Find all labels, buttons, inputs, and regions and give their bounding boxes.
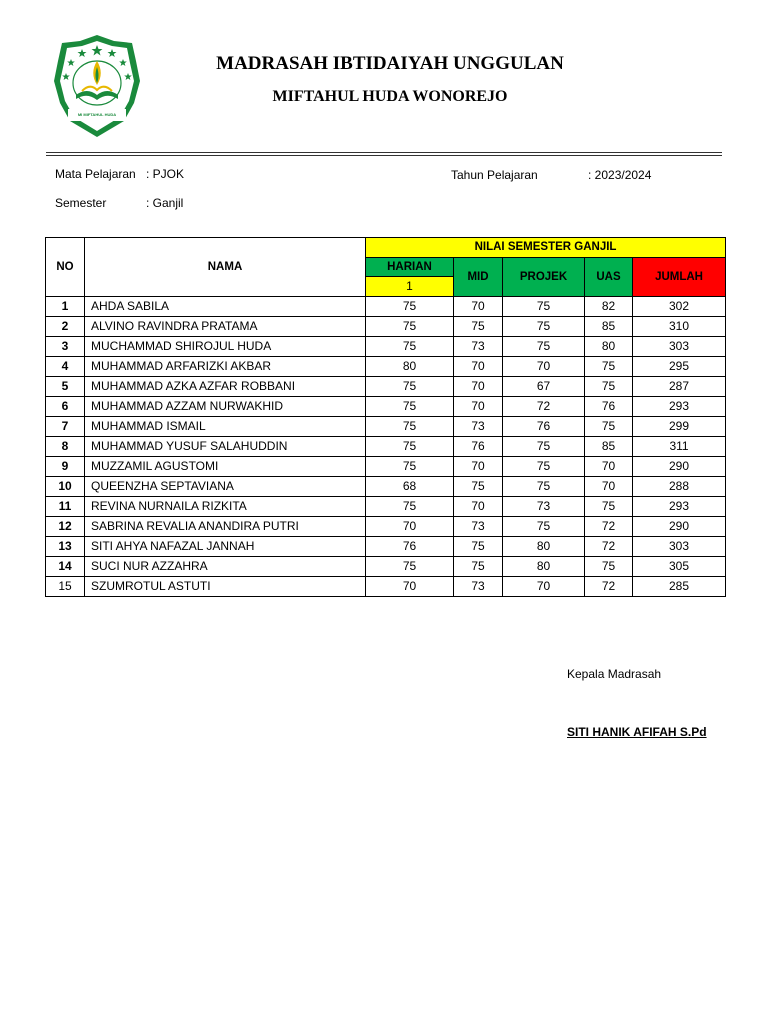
row-nama: SZUMROTUL ASTUTI	[85, 577, 366, 597]
row-uas: 76	[585, 397, 633, 417]
row-uas: 70	[585, 477, 633, 497]
subject-label: Mata Pelajaran	[55, 167, 136, 181]
school-logo	[52, 33, 142, 139]
row-mid: 73	[454, 337, 503, 357]
row-no: 15	[46, 577, 85, 597]
header-harian-sub: 1	[366, 277, 454, 297]
row-projek: 75	[503, 317, 585, 337]
header-no: NO	[46, 238, 85, 297]
header-divider-double	[46, 155, 722, 156]
semester-label: Semester	[55, 196, 107, 210]
header-nama: NAMA	[85, 238, 366, 297]
row-jumlah: 288	[633, 477, 726, 497]
row-mid: 70	[454, 457, 503, 477]
signature-title: Kepala Madrasah	[567, 667, 662, 681]
row-nama: MUZZAMIL AGUSTOMI	[85, 457, 366, 477]
row-nama: SUCI NUR AZZAHRA	[85, 557, 366, 577]
row-nama: AHDA SABILA	[85, 297, 366, 317]
row-mid: 73	[454, 417, 503, 437]
row-jumlah: 293	[633, 397, 726, 417]
header-nilai-semester: NILAI SEMESTER GANJIL	[366, 238, 726, 258]
row-no: 14	[46, 557, 85, 577]
row-projek: 75	[503, 437, 585, 457]
row-no: 12	[46, 517, 85, 537]
row-harian: 70	[366, 517, 454, 537]
row-harian: 75	[366, 297, 454, 317]
row-jumlah: 303	[633, 537, 726, 557]
row-no: 7	[46, 417, 85, 437]
table-row	[46, 457, 726, 477]
row-no: 6	[46, 397, 85, 417]
header-jumlah: JUMLAH	[633, 258, 726, 297]
row-jumlah: 305	[633, 557, 726, 577]
row-uas: 80	[585, 337, 633, 357]
row-nama: MUCHAMMAD SHIROJUL HUDA	[85, 337, 366, 357]
table-row	[46, 337, 726, 357]
row-projek: 80	[503, 537, 585, 557]
row-projek: 76	[503, 417, 585, 437]
row-no: 10	[46, 477, 85, 497]
table-row	[46, 357, 726, 377]
row-projek: 70	[503, 577, 585, 597]
school-name-line1: MADRASAH IBTIDAIYAH UNGGULAN	[216, 53, 564, 74]
row-uas: 75	[585, 417, 633, 437]
table-row	[46, 477, 726, 497]
row-harian: 68	[366, 477, 454, 497]
row-no: 9	[46, 457, 85, 477]
row-jumlah: 299	[633, 417, 726, 437]
row-projek: 75	[503, 457, 585, 477]
row-projek: 70	[503, 357, 585, 377]
row-nama: MUHAMMAD ARFARIZKI AKBAR	[85, 357, 366, 377]
table-row	[46, 437, 726, 457]
row-no: 1	[46, 297, 85, 317]
row-mid: 75	[454, 477, 503, 497]
row-jumlah: 287	[633, 377, 726, 397]
row-uas: 70	[585, 457, 633, 477]
table-row	[46, 577, 726, 597]
row-harian: 75	[366, 317, 454, 337]
row-projek: 75	[503, 297, 585, 317]
grades-table	[45, 237, 726, 597]
row-projek: 72	[503, 397, 585, 417]
table-row	[46, 557, 726, 577]
row-harian: 76	[366, 537, 454, 557]
row-mid: 70	[454, 357, 503, 377]
row-jumlah: 303	[633, 337, 726, 357]
header-harian: HARIAN	[366, 258, 454, 277]
header-divider	[46, 152, 722, 153]
header-uas: UAS	[585, 258, 633, 297]
row-mid: 75	[454, 317, 503, 337]
row-mid: 75	[454, 537, 503, 557]
row-uas: 75	[585, 497, 633, 517]
row-mid: 70	[454, 297, 503, 317]
row-jumlah: 285	[633, 577, 726, 597]
row-uas: 75	[585, 377, 633, 397]
row-jumlah: 311	[633, 437, 726, 457]
logo-text: MI MIFTAHUL HUDA	[77, 112, 117, 117]
row-nama: REVINA NURNAILA RIZKITA	[85, 497, 366, 517]
table-row	[46, 297, 726, 317]
table-row	[46, 317, 726, 337]
row-uas: 75	[585, 357, 633, 377]
row-uas: 75	[585, 557, 633, 577]
row-nama: ALVINO RAVINDRA PRATAMA	[85, 317, 366, 337]
header-mid: MID	[454, 258, 503, 297]
row-uas: 72	[585, 517, 633, 537]
row-harian: 75	[366, 557, 454, 577]
row-no: 8	[46, 437, 85, 457]
row-projek: 75	[503, 477, 585, 497]
row-nama: MUHAMMAD AZZAM NURWAKHID	[85, 397, 366, 417]
row-mid: 70	[454, 377, 503, 397]
row-harian: 75	[366, 457, 454, 477]
row-mid: 73	[454, 517, 503, 537]
row-no: 11	[46, 497, 85, 517]
row-projek: 67	[503, 377, 585, 397]
row-uas: 72	[585, 537, 633, 557]
row-uas: 72	[585, 577, 633, 597]
row-nama: MUHAMMAD YUSUF SALAHUDDIN	[85, 437, 366, 457]
table-row	[46, 377, 726, 397]
row-mid: 76	[454, 437, 503, 457]
row-harian: 75	[366, 397, 454, 417]
row-jumlah: 290	[633, 517, 726, 537]
row-nama: SABRINA REVALIA ANANDIRA PUTRI	[85, 517, 366, 537]
row-jumlah: 302	[633, 297, 726, 317]
year-value: : 2023/2024	[588, 168, 652, 182]
table-row	[46, 397, 726, 417]
row-uas: 82	[585, 297, 633, 317]
table-row	[46, 417, 726, 437]
row-nama: MUHAMMAD AZKA AZFAR ROBBANI	[85, 377, 366, 397]
school-name-line2: MIFTAHUL HUDA WONOREJO	[272, 88, 508, 105]
row-mid: 75	[454, 557, 503, 577]
table-row	[46, 497, 726, 517]
row-harian: 75	[366, 497, 454, 517]
row-harian: 75	[366, 417, 454, 437]
row-harian: 75	[366, 337, 454, 357]
row-harian: 80	[366, 357, 454, 377]
row-projek: 73	[503, 497, 585, 517]
row-no: 4	[46, 357, 85, 377]
row-harian: 70	[366, 577, 454, 597]
row-no: 5	[46, 377, 85, 397]
row-harian: 75	[366, 377, 454, 397]
row-nama: SITI AHYA NAFAZAL JANNAH	[85, 537, 366, 557]
row-nama: QUEENZHA SEPTAVIANA	[85, 477, 366, 497]
signature-name: SITI HANIK AFIFAH S.Pd	[567, 725, 707, 739]
row-mid: 73	[454, 577, 503, 597]
table-row	[46, 517, 726, 537]
row-jumlah: 293	[633, 497, 726, 517]
row-jumlah: 290	[633, 457, 726, 477]
semester-value: : Ganjil	[146, 196, 184, 210]
table-row	[46, 537, 726, 557]
row-jumlah: 310	[633, 317, 726, 337]
row-jumlah: 295	[633, 357, 726, 377]
row-mid: 70	[454, 497, 503, 517]
row-no: 13	[46, 537, 85, 557]
header-projek: PROJEK	[503, 258, 585, 297]
row-no: 3	[46, 337, 85, 357]
row-uas: 85	[585, 317, 633, 337]
row-projek: 75	[503, 337, 585, 357]
subject-value: : PJOK	[146, 167, 185, 181]
row-projek: 80	[503, 557, 585, 577]
row-mid: 70	[454, 397, 503, 417]
row-harian: 75	[366, 437, 454, 457]
row-projek: 75	[503, 517, 585, 537]
row-nama: MUHAMMAD ISMAIL	[85, 417, 366, 437]
row-no: 2	[46, 317, 85, 337]
row-uas: 85	[585, 437, 633, 457]
year-label: Tahun Pelajaran	[451, 168, 538, 182]
